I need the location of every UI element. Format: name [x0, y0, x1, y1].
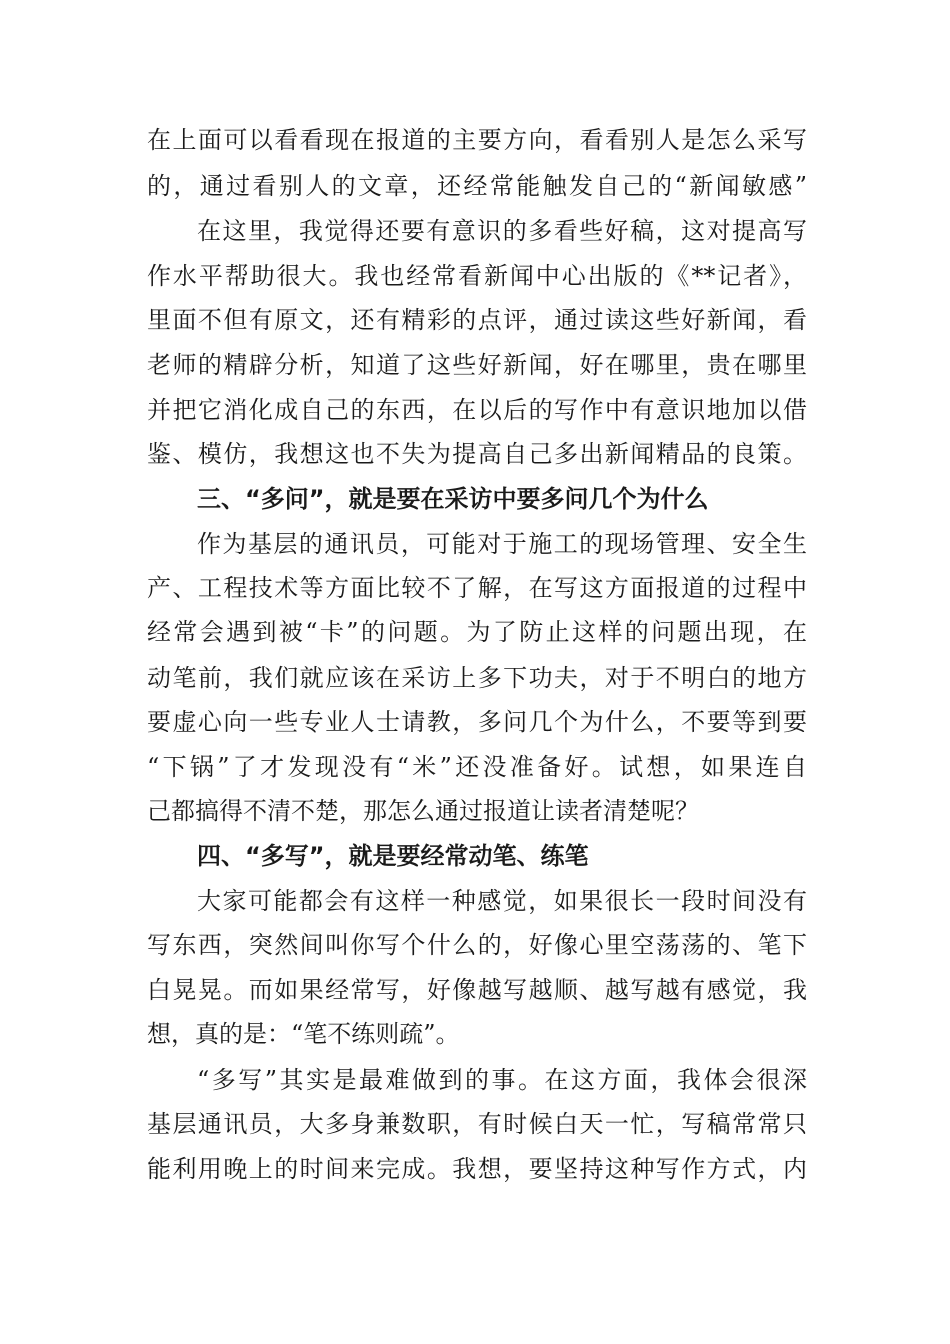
body-text-line: 经常会遇到被“卡”的问题。为了防止这样的问题出现，在	[147, 618, 807, 646]
body-text-line: 基层通讯员，大多身兼数职，有时候白天一忙，写稿常常只	[147, 1110, 807, 1138]
paragraph-first-line: “多写”其实是最难做到的事。在这方面，我体会很深	[197, 1066, 807, 1094]
body-text-line: 里面不但有原文，还有精彩的点评，通过读这些好新闻，看	[147, 306, 807, 334]
body-text-line: 鉴、模仿，我想这也不失为提高自己多出新闻精品的良策。	[147, 440, 807, 468]
body-text-line: 老师的精辟分析，知道了这些好新闻，好在哪里，贵在哪里	[147, 351, 807, 379]
body-text-line: 在上面可以看看现在报道的主要方向，看看别人是怎么采写	[147, 126, 807, 154]
paragraph-first-line: 作为基层的通讯员，可能对于施工的现场管理、安全生	[197, 530, 807, 558]
body-text-line: 作水平帮助很大。我也经常看新闻中心出版的《**记者》，	[147, 262, 807, 290]
body-text-line: 要虚心向一些专业人士请教，多问几个为什么，不要等到要	[147, 708, 807, 736]
paragraph-last-line: 己都搞得不清不楚，那怎么通过报道让读者清楚呢？	[147, 797, 699, 825]
section-heading-3: 三、“多问”，就是要在采访中要多问几个为什么	[197, 485, 709, 513]
body-text-line: “下锅”了才发现没有“米”还没准备好。试想，如果连自	[147, 753, 807, 781]
body-text-line: 并把它消化成自己的东西，在以后的写作中有意识地加以借	[147, 396, 807, 424]
paragraph-last-line: 想，真的是：“笔不练则疏”。	[147, 1020, 460, 1048]
body-text-line: 产、工程技术等方面比较不了解，在写这方面报道的过程中	[147, 574, 807, 602]
body-text-line: 写东西，突然间叫你写个什么的，好像心里空荡荡的、笔下	[147, 931, 807, 959]
paragraph-first-line: 大家可能都会有这样一种感觉，如果很长一段时间没有	[197, 887, 807, 915]
body-text-line: 的，通过看别人的文章，还经常能触发自己的“新闻敏感”	[147, 172, 807, 200]
body-text-line: 能利用晚上的时间来完成。我想，要坚持这种写作方式，内	[147, 1155, 807, 1183]
paragraph-first-line: 在这里，我觉得还要有意识的多看些好稿，这对提高写	[197, 217, 807, 245]
section-heading-4: 四、“多写”，就是要经常动笔、练笔	[197, 842, 589, 870]
body-text-line: 白晃晃。而如果经常写，好像越写越顺、越写越有感觉，我	[147, 976, 807, 1004]
body-text-line: 动笔前，我们就应该在采访上多下功夫，对于不明白的地方	[147, 664, 807, 692]
